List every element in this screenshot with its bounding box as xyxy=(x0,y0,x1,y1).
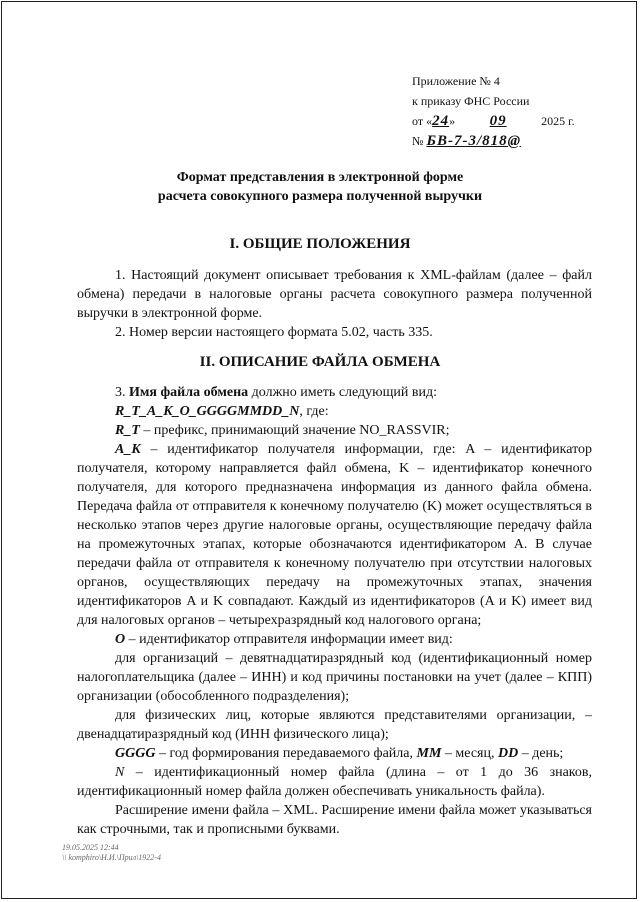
date-month: 09 xyxy=(489,113,507,129)
section2-body xyxy=(77,383,592,839)
footer-line1: 19.05.2025 12:44 xyxy=(62,843,119,852)
title-line1: Формат представления в электронной форме xyxy=(176,170,464,185)
footer-line2: \\ komphiro\Н.И.\Прил\1922-4 xyxy=(62,853,161,862)
org-definition: для организаций – девятнадцатиразрядный код (идентификационный номер налогоплательщика (далее – ИНН) и код причины постановки на учет (далее – КПП) организации (обособленного подразделения); xyxy=(77,651,592,704)
n-definition: N – идентификационный номер файла (длина – от 1 до 36 знаков, идентификационный номер файла должен обеспечивать уникальность файла). xyxy=(77,765,592,799)
paragraph-2: 2. Номер версии настоящего формата 5.02, часть 335. xyxy=(115,325,433,340)
section1-heading: I. ОБЩИЕ ПОЛОЖЕНИЯ xyxy=(229,236,411,252)
footer-stamp xyxy=(62,843,161,863)
date-definition: GGGG – год формирования передаваемого файла, MM – месяц, DD – день; xyxy=(115,746,564,761)
extension-definition: Расширение имени файла – XML. Расширение имени файла может указываться как строчными, так и прописными буквами. xyxy=(77,803,592,837)
paragraph-3: 3. Имя файла обмена должно иметь следующий вид: xyxy=(115,385,438,400)
paragraph-1: 1. Настоящий документ описывает требования к XML-файлам (далее – файл обмена) передачи в налоговые органы расчета совокупного размера полученной выручки в электронной форме. xyxy=(77,268,592,321)
appendix-number: № БВ-7-3/818@ xyxy=(412,133,522,149)
ak-definition: A_K – идентификатор получателя информации, где: A – идентификатор получателя, которому направляется файл обмена, K – идентификатор конечного получателя, для которого предназначена информация из данного файла обмена. Передача файла от отправителя к конечному получателю (K) может осуществляться в несколько этапов через другие налоговые органы, осуществляющие передачу файла на промежуточных этапах, которые обозначаются идентификатором A. В случае передачи файла от отправителя к конечному получателю при отсутствии налоговых органов, осуществляющих передачу на промежуточных этапах, значения идентификаторов A и K совпадают. Каждый из идентификаторов (A и K) имеет вид для налоговых органов – четырехразрядный код налогового органа; xyxy=(77,442,592,628)
fl-definition: для физических лиц, которые являются представителями организации, – двенадцатиразрядный код (ИНН физического лица); xyxy=(77,708,592,742)
date-year: 2025 г. xyxy=(541,114,575,128)
date-day: 24 xyxy=(432,113,450,129)
title-line2: расчета совокупного размера полученной выручки xyxy=(157,189,483,204)
appendix-stamp xyxy=(412,71,622,151)
section2-heading: II. ОПИСАНИЕ ФАЙЛА ОБМЕНА xyxy=(199,354,441,370)
o-definition: O – идентификатор отправителя информации имеет вид: xyxy=(115,632,453,647)
appendix-line1: Приложение № 4 xyxy=(412,74,500,88)
filename-pattern: R_T_A_K_O_GGGGMMDD_N, где: xyxy=(115,404,329,419)
appendix-date: от «24» 09 2025 г. xyxy=(412,113,575,129)
document-title xyxy=(0,168,640,206)
appendix-line2: к приказу ФНС России xyxy=(412,94,530,108)
order-number: БВ-7-3/818@ xyxy=(426,133,522,149)
section1-body xyxy=(77,266,592,342)
rt-definition: R_T – префикс, принимающий значение NO_RASSVIR; xyxy=(115,423,450,438)
